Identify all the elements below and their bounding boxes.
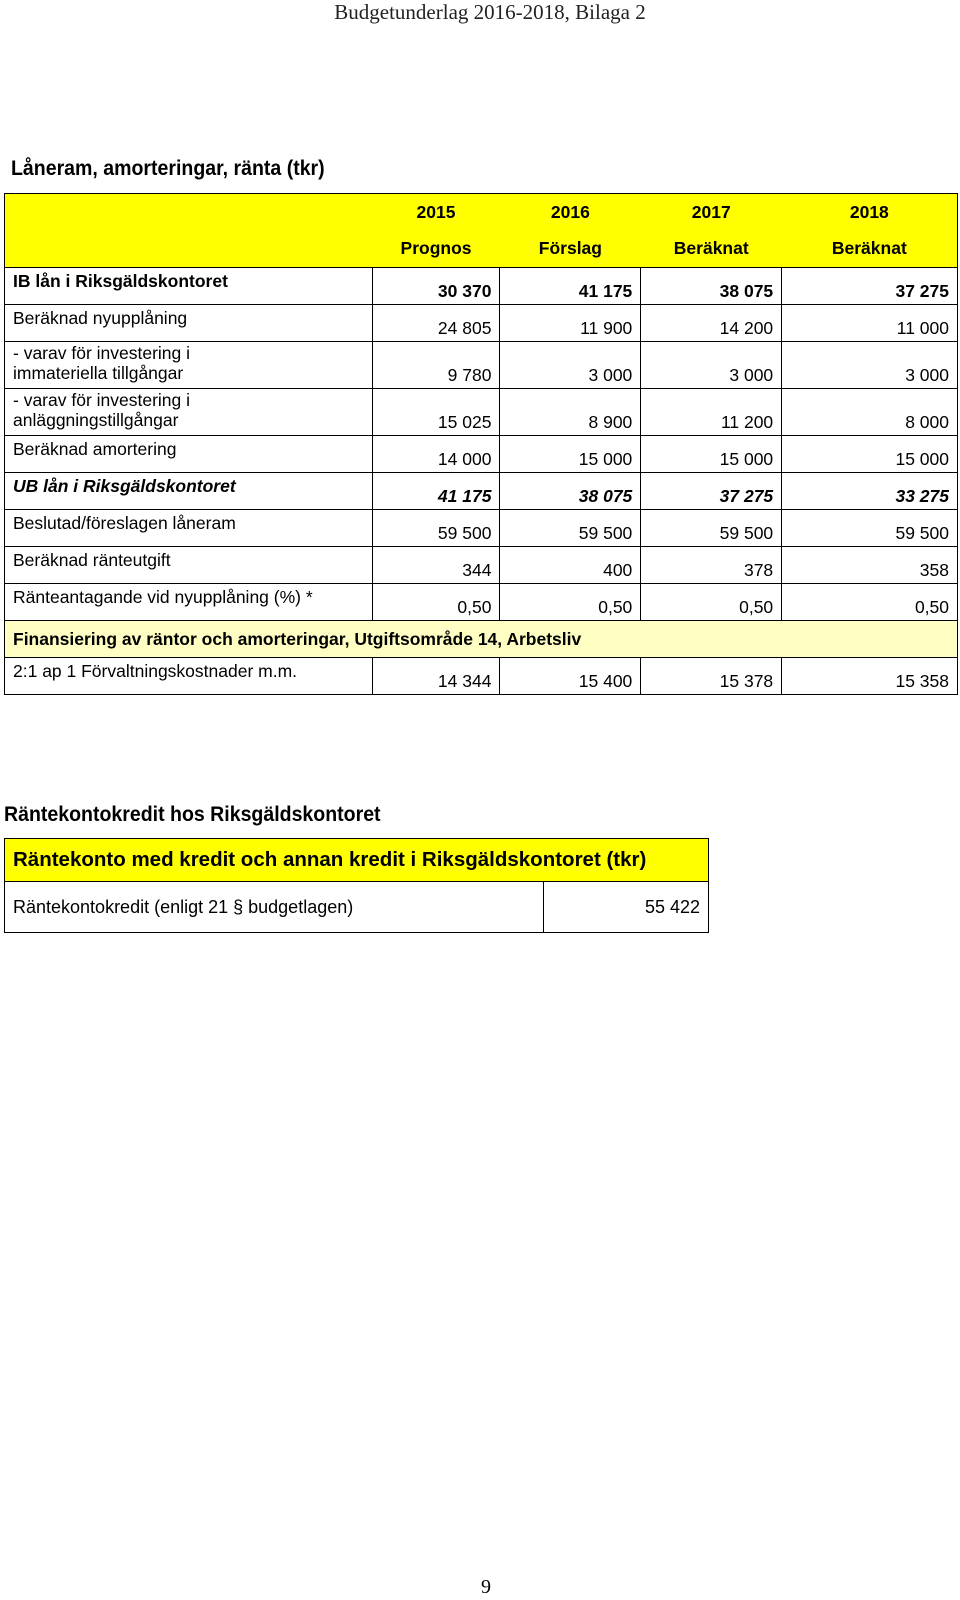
year-2015: 2015 (372, 194, 500, 231)
credit-header-row (5, 839, 709, 882)
section-title-interest-credit: Räntekontokredit hos Riksgäldskontoret (4, 803, 381, 826)
row-label: IB lån i Riksgäldskontoret (5, 268, 373, 305)
cell-value: 14 000 (372, 436, 500, 473)
cell-value: 0,50 (782, 584, 958, 621)
cell-value: 0,50 (500, 584, 641, 621)
row-label-line2: immateriella tillgångar (13, 363, 184, 383)
cell-value: 14 344 (372, 658, 500, 695)
row-label: Ränteantagande vid nyupplåning (%) * (5, 584, 373, 621)
row-label: UB lån i Riksgäldskontoret (5, 473, 373, 510)
cell-value: 59 500 (500, 510, 641, 547)
row-label: Beräknad amortering (5, 436, 373, 473)
row-label: Beslutad/föreslagen låneram (5, 510, 373, 547)
row-label: 2:1 ap 1 Förvaltningskostnader m.m. (5, 658, 373, 695)
table-row (5, 547, 958, 584)
year-2016: 2016 (500, 194, 641, 231)
cell-value: 358 (782, 547, 958, 584)
financing-header: Finansiering av räntor och amorteringar, Utgiftsområde 14, Arbetsliv (5, 621, 958, 658)
table-row (5, 389, 958, 436)
cell-value: 14 200 (641, 305, 782, 342)
table-row (5, 473, 958, 510)
cell-value: 3 000 (641, 342, 782, 389)
row-label-line1: - varav för investering i (13, 390, 191, 410)
table-row (5, 658, 958, 695)
row-label-line2: anläggningstillgångar (13, 410, 179, 430)
cell-value: 33 275 (782, 473, 958, 510)
subheader-beraknat-2018: Beräknat (782, 231, 958, 268)
cell-value: 15 400 (500, 658, 641, 695)
table-header-years (5, 194, 958, 231)
cell-value: 11 000 (782, 305, 958, 342)
row-label: Beräknad nyupplåning (5, 305, 373, 342)
cell-value: 41 175 (372, 473, 500, 510)
row-label-line1: - varav för investering i (13, 343, 191, 363)
credit-table (4, 838, 709, 933)
row-label: Beräknad ränteutgift (5, 547, 373, 584)
table-row (5, 510, 958, 547)
cell-value: 378 (641, 547, 782, 584)
cell-value: 3 000 (782, 342, 958, 389)
table-row (5, 268, 958, 305)
cell-value: 37 275 (641, 473, 782, 510)
cell-value: 0,50 (372, 584, 500, 621)
table-row (5, 882, 709, 933)
row-label (5, 389, 373, 436)
subheader-forslag: Förslag (500, 231, 641, 268)
cell-value: 15 025 (372, 389, 500, 436)
cell-value: 11 200 (641, 389, 782, 436)
cell-value: 41 175 (500, 268, 641, 305)
cell-value: 400 (500, 547, 641, 584)
cell-value: 55 422 (544, 882, 709, 933)
cell-value: 9 780 (372, 342, 500, 389)
cell-value: 38 075 (500, 473, 641, 510)
year-2018: 2018 (782, 194, 958, 231)
cell-value: 59 500 (372, 510, 500, 547)
year-2017: 2017 (641, 194, 782, 231)
table-row (5, 342, 958, 389)
cell-value: 8 000 (782, 389, 958, 436)
cell-value: 24 805 (372, 305, 500, 342)
row-label: Räntekontokredit (enligt 21 § budgetlagen) (5, 882, 544, 933)
cell-value: 59 500 (641, 510, 782, 547)
cell-value: 15 358 (782, 658, 958, 695)
cell-value: 30 370 (372, 268, 500, 305)
cell-value: 0,50 (641, 584, 782, 621)
cell-value: 344 (372, 547, 500, 584)
page-header: Budgetunderlag 2016-2018, Bilaga 2 (334, 0, 646, 24)
cell-value: 15 000 (641, 436, 782, 473)
table-header-subheaders (5, 231, 958, 268)
cell-value: 11 900 (500, 305, 641, 342)
cell-value: 15 000 (782, 436, 958, 473)
cell-value: 15 378 (641, 658, 782, 695)
subheader-beraknat-2017: Beräknat (641, 231, 782, 268)
loan-table (4, 193, 958, 695)
table-row (5, 436, 958, 473)
cell-value: 15 000 (500, 436, 641, 473)
cell-value: 8 900 (500, 389, 641, 436)
section-title-loan-frame: Låneram, amorteringar, ränta (tkr) (11, 157, 325, 180)
credit-table-header: Räntekonto med kredit och annan kredit i Riksgäldskontoret (tkr) (5, 839, 709, 882)
table-row (5, 584, 958, 621)
cell-value: 3 000 (500, 342, 641, 389)
subheader-prognos: Prognos (372, 231, 500, 268)
table-row (5, 305, 958, 342)
cell-value: 37 275 (782, 268, 958, 305)
cell-value: 59 500 (782, 510, 958, 547)
cell-value: 38 075 (641, 268, 782, 305)
financing-header-row (5, 621, 958, 658)
row-label (5, 342, 373, 389)
page-number: 9 (481, 1576, 491, 1598)
